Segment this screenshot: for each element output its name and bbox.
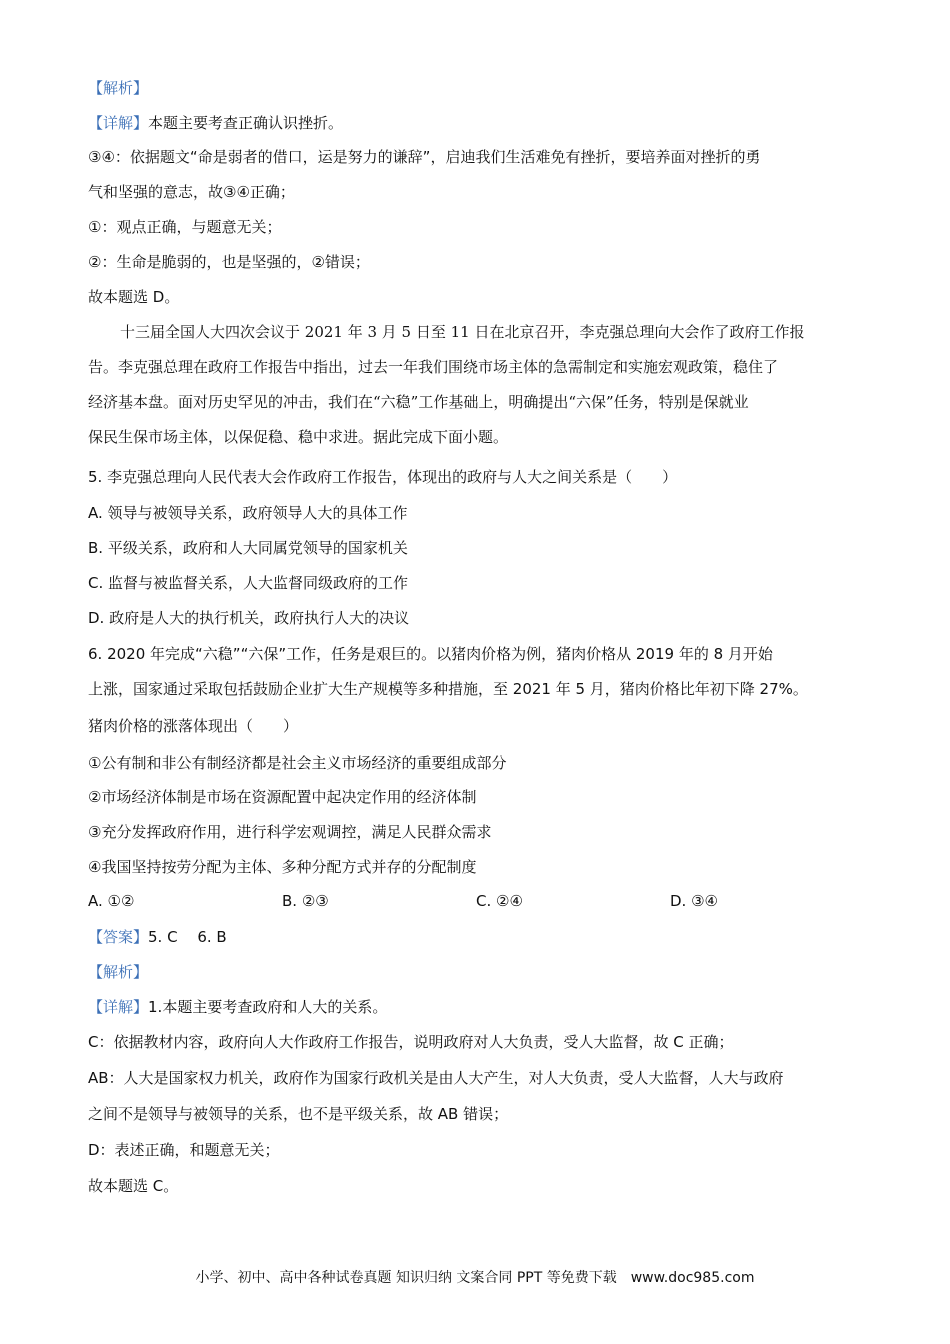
- q6-stem-line-1: 6. 2020 年完成“六稳”“六保”工作，任务是艰巨的。以猪肉价格为例，猪肉价格从 2019 年的 8 月开始: [88, 645, 773, 663]
- q6-stem-line-2: 上涨，国家通过采取包括鼓励企业扩大生产规模等多种措施，至 2021 年 5 月，猪肉价格比年初下降 27%。: [88, 680, 808, 698]
- q6-item-3: ③充分发挥政府作用，进行科学宏观调控，满足人民群众需求: [88, 823, 492, 841]
- detail-tag: 【详解】: [88, 114, 149, 132]
- reason-34-line-2: 气和坚强的意志，故③④正确；: [88, 183, 295, 201]
- conclusion-1: 故本题选 D。: [88, 288, 180, 306]
- passage-line-4: 保民生保市场主体，以保促稳、稳中求进。据此完成下面小题。: [88, 428, 509, 446]
- q6-item-1: ①公有制和非公有制经济都是社会主义市场经济的重要组成部分: [88, 754, 507, 772]
- passage-line-1: 十三届全国人大四次会议于 2021 年 3 月 5 日至 11 日在北京召开，李克强总理向大会作了政府工作报: [120, 323, 805, 341]
- q5-stem: 5. 李克强总理向人民代表大会作政府工作报告，体现出的政府与人大之间关系是（ ）: [88, 468, 678, 486]
- analysis-tag-2: 【解析】: [88, 963, 149, 981]
- answer-line: [88, 927, 227, 947]
- q6-stem-line-3: 猪肉价格的涨落体现出（ ）: [88, 717, 299, 735]
- q5-option-d: D. 政府是人大的执行机关，政府执行人大的决议: [88, 609, 410, 627]
- q5-option-c: C. 监督与被监督关系，人大监督同级政府的工作: [88, 574, 409, 592]
- ab-reason-line-1: AB：人大是国家权力机关，政府作为国家行政机关是由人大产生，对人大负责，受人大监督，人大与政府: [88, 1069, 784, 1087]
- detail-text: 本题主要考查正确认识挫折。: [148, 114, 344, 132]
- q5-option-a: A. 领导与被领导关系，政府领导人大的具体工作: [88, 504, 408, 522]
- q6-option-d: D. ③④: [670, 892, 718, 910]
- reason-2: ②：生命是脆弱的，也是坚强的，②错误；: [88, 253, 370, 271]
- detail-tag-2: 【详解】: [88, 998, 149, 1016]
- q6-option-a: A. ①②: [88, 892, 135, 910]
- q6-option-b: B. ②③: [282, 892, 329, 910]
- q6-item-2: ②市场经济体制是市场在资源配置中起决定作用的经济体制: [88, 788, 477, 806]
- reason-1: ①：观点正确，与题意无关；: [88, 218, 282, 236]
- detail-line: [88, 113, 343, 133]
- detail-text-2: 1.本题主要考查政府和人大的关系。: [148, 998, 388, 1016]
- answer-tag: 【答案】: [88, 928, 149, 946]
- ab-reason-line-2: 之间不是领导与被领导的关系，也不是平级关系，故 AB 错误；: [88, 1105, 509, 1123]
- conclusion-2: 故本题选 C。: [88, 1177, 179, 1195]
- q5-option-b: B. 平级关系，政府和人大同属党领导的国家机关: [88, 539, 408, 557]
- reason-34-line-1: ③④：依据题文“命是弱者的借口，运是努力的谦辞”，启迪我们生活难免有挫折，要培养面对挫折的勇: [88, 148, 761, 166]
- q6-option-c: C. ②④: [476, 892, 523, 910]
- passage-line-2: 告。李克强总理在政府工作报告中指出，过去一年我们围绕市场主体的急需制定和实施宏观政策，稳住了: [88, 358, 779, 376]
- c-reason: C：依据教材内容，政府向人大作政府工作报告，说明政府对人大负责，受人大监督，故 C 正确；: [88, 1033, 734, 1051]
- answer-text: 5. C 6. B: [148, 928, 227, 946]
- passage-line-3: 经济基本盘。面对历史罕见的冲击，我们在“六稳”工作基础上，明确提出“六保”任务，特别是保就业: [88, 393, 749, 411]
- detail-line-2: [88, 997, 387, 1017]
- footer-text: 小学、初中、高中各种试卷真题 知识归纳 文案合同 PPT 等免费下载 www.doc985.com: [195, 1270, 755, 1286]
- analysis-tag: 【解析】: [88, 79, 149, 97]
- d-reason: D：表述正确，和题意无关；: [88, 1141, 280, 1159]
- q6-item-4: ④我国坚持按劳分配为主体、多种分配方式并存的分配制度: [88, 858, 477, 876]
